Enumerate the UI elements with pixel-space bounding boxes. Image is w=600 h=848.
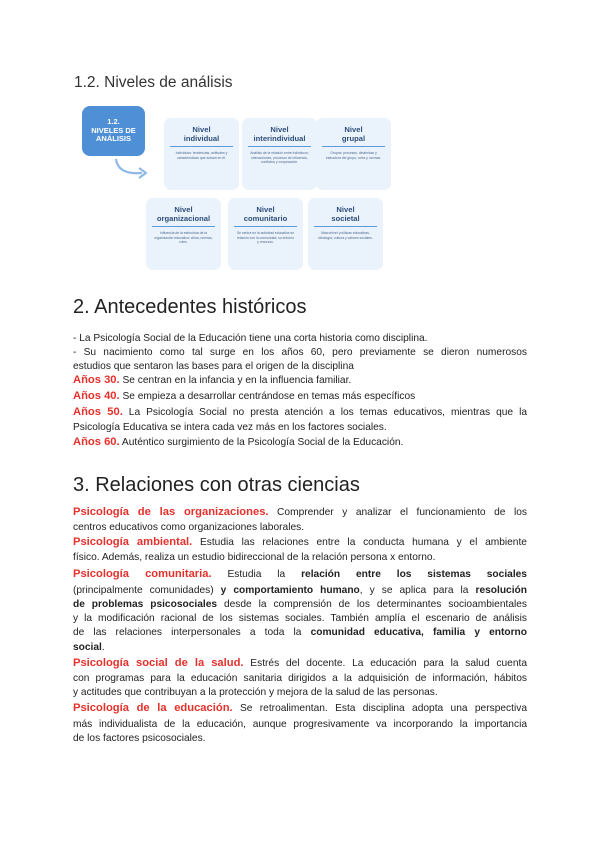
amb-line-2: físico. Además, realiza un estudio bidireccional de la relación persona x entorno. [73,552,436,563]
sal-text: Estrés del docente. La educación para la salud cuenta [243,658,527,669]
edu-text: Se retroalimentan. Esta disciplina adopta una perspectiva [232,703,527,714]
com-bold-5: comunidad educativa, familia y entorno [310,627,527,638]
card-organizacional [146,198,221,270]
card-body-3: Grupos: procesos, dinámicas y estructura del grupo, roles y normas. [325,151,382,160]
main-box-line3: ANÁLISIS [95,134,131,144]
edu-line-1 [73,702,527,715]
sal-line-1 [73,657,527,670]
history-line-1: - La Psicología Social de la Educación tiene una corta historia como disciplina. [73,333,428,344]
decade-50-cont: Psicología Educativa se intera cada vez más en los factores sociales. [73,422,387,433]
history-line-2: - Su nacimiento como tal surge en los años 60, pero previamente se dieron numerosos [73,347,527,358]
decade-60-text: Auténtico surgimiento de la Psicología Social de la Educación. [119,437,404,448]
card-title-4b: organizacional [156,214,211,223]
com-line-1 [73,568,527,581]
com-line-6 [73,641,527,654]
card-title-5a: Nivel [256,205,275,214]
com-text-2a: (principalmente comunidades) [73,585,221,596]
org-label: Psicología de las organizaciones. [73,506,269,518]
edu-line-3: de los factores psicosociales. [73,733,206,744]
card-body-2: Análisis de la relación entre individuos: interacciones, procesos de influencia, conflictos y cooperación. [250,151,309,165]
diagram-main-box [82,106,145,156]
curved-arrow-icon [112,157,152,181]
com-bold-1: relación entre los sistemas sociales [301,569,527,580]
card-title-4a: Nivel [174,205,193,214]
history-line-3: estudios que sentaron las bases para el origen de la disciplina [73,361,354,372]
com-bold-3: resolución [475,585,527,596]
edu-line-2: más individualista de la educación, aunque progresivamente va incorporando la importancia [73,719,527,730]
decade-50 [73,406,527,419]
main-box-line1: 1.2. [107,117,120,127]
com-end: . [101,642,105,653]
section-2-heading: 2. Antecedentes históricos [73,296,307,318]
com-bold-2: y comportamiento humano [220,585,360,596]
com-label: Psicología comunitaria. [73,568,212,580]
card-body-6: Macronivel: políticas educativas, ideología, cultura y valores sociales. [318,231,373,240]
decade-30-text: Se centran en la infancia y en la influencia familiar. [119,375,352,386]
card-title-3a: Nivel [344,125,363,134]
card-title-2a: Nivel [270,125,289,134]
card-body-5: Se centra en la actividad educativa en relación con la comunidad, su entorno y recursos. [236,231,295,245]
card-individual [164,118,239,190]
card-grupal [316,118,391,190]
sal-line-3: y actitudes que contribuyan a la protección y mejora de la salud de las personas. [73,687,438,698]
decade-40-label: Años 40. [73,390,120,402]
card-societal [308,198,383,270]
decade-60-label: Años 60. [73,436,120,448]
sal-line-2: con programas para la educación sanitaria dirigidos a la adquisición de información, hábitos [73,673,527,684]
amb-label: Psicología ambiental. [73,536,193,548]
com-text-5: de las relaciones interpersonales a toda la [73,627,311,638]
com-text-2b: , y se aplica para la [359,585,476,596]
card-title-1b: individual [183,134,220,143]
org-line-2: centros educativos como organizaciones laborales. [73,522,305,533]
com-bold-4: de problemas psicosociales [73,599,218,610]
card-title-2b: interindividual [253,134,306,143]
card-title-1a: Nivel [192,125,211,134]
org-line-1 [73,506,527,519]
decade-40-text: Se empieza a desarrollar centrándose en temas más específicos [119,391,416,402]
section-3-heading: 3. Relaciones con otras ciencias [73,474,360,496]
decade-40 [73,390,527,403]
org-text: Comprender y analizar el funcionamiento de los [268,507,527,518]
com-line-3 [73,598,527,611]
decade-60 [73,436,527,449]
com-text: Estudia la [211,569,302,580]
card-title-6a: Nivel [336,205,355,214]
main-box-line2: NIVELES DE [91,125,136,135]
card-interindividual [242,118,317,190]
card-body-1: Individuos: tendencias, actitudes y características que actúan en él. [175,151,228,160]
card-title-3b: grupal [341,134,366,143]
edu-label: Psicología de la educación. [73,702,233,714]
decade-30-label: Años 30. [73,374,120,386]
com-line-5 [73,626,527,639]
card-comunitario [228,198,303,270]
card-body-4: Influencia de la estructura de la organización educativa: clima, normas, roles. [154,231,213,245]
com-line-4: y la modificación racional de los sistemas sociales. También amplía el escenario de análisis [73,613,527,624]
card-title-5b: comunitario [243,214,288,223]
amb-text: Estudia las relaciones entre la conducta humana y el ambiente [192,537,527,548]
decade-30 [73,374,527,387]
decade-50-text: La Psicología Social no presta atención a los temas educativos, mientras que la [122,407,527,418]
com-text-3: desde la comprensión de los determinantes socioambientales [217,599,528,610]
levels-diagram [82,106,382,276]
sal-label: Psicología social de la salud. [73,657,244,669]
decade-50-label: Años 50. [73,406,123,418]
com-line-2 [73,584,527,597]
com-bold-6: social [73,642,102,653]
amb-line-1 [73,536,527,549]
section-subheading: 1.2. Niveles de análisis [74,74,233,91]
card-title-6b: societal [331,214,360,223]
